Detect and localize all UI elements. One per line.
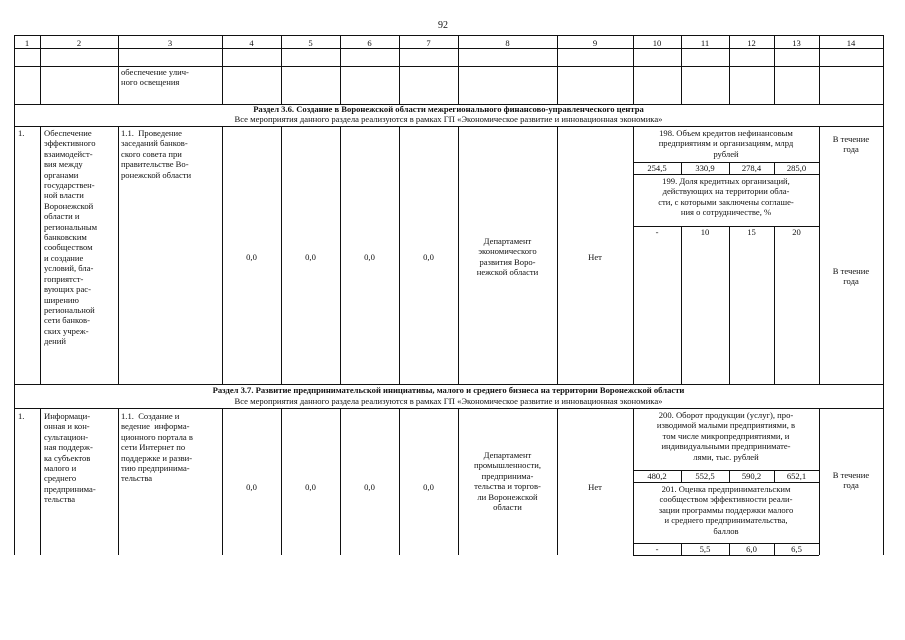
funding-value: 0,0	[364, 482, 375, 492]
row-term: В течение года	[832, 134, 870, 155]
section-subtitle: Все мероприятия данного раздела реализуются в рамках ГП «Экономическое развитие и инновационная экономика»	[234, 396, 663, 406]
section-title: Раздел 3.7. Развитие предпринимательской инициативы, малого и среднего бизнеса на территории Воронежской области	[212, 385, 685, 395]
page-number: 92	[438, 20, 448, 31]
col-header: 3	[167, 38, 173, 48]
col-header: 11	[700, 38, 710, 48]
col-header: 8	[505, 38, 510, 48]
row-measure: 1.1. Проведение заседаний банков- ского совета при правительстве Во- ронежской области	[121, 128, 192, 180]
indicator-value: 552,5	[695, 471, 715, 481]
indicator-value: 254,5	[647, 163, 667, 173]
indicator-201-title: 201. Оценка предпринимательским сообществом эффективности реали- зации программы поддержки малого и среднего предпринимательства, баллов	[658, 484, 794, 536]
indicator-value: 6,0	[746, 544, 757, 554]
indicator-value: 10	[700, 227, 710, 237]
col-header: 2	[76, 38, 82, 48]
col-header: 7	[426, 38, 431, 48]
row-term: В течение года	[832, 266, 870, 287]
indicator-value: 652,1	[786, 471, 807, 481]
row-term: В течение года	[832, 470, 870, 491]
funding-value: 0,0	[246, 482, 257, 492]
row-goal: Информаци- онная и кон- сультацион- ная поддерж- ка субъектов малого и среднего предпринима- тельства	[44, 411, 96, 505]
indicator-value: 285,0	[786, 163, 807, 173]
indicator-value: 20	[792, 227, 801, 237]
indicator-value: 278,4	[741, 163, 762, 173]
funding-value: 0,0	[423, 252, 434, 262]
col-header: 12	[747, 38, 756, 48]
row-col9: Нет	[588, 252, 602, 262]
col-header: 5	[308, 38, 313, 48]
row-number: 1.	[18, 411, 25, 421]
indicator-value: -	[655, 544, 659, 554]
col-header: 13	[792, 38, 801, 48]
indicator-value: 5,5	[699, 544, 711, 554]
indicator-198-title: 198. Объем кредитов нефинансовым предприятиям и организациям, млрд рублей	[658, 128, 794, 159]
row-goal: Обеспечение эффективного взаимодейст- вия между органами государствен- ной власти Воронежской области и региональным банковским сообществом и создание условий, бла- гоприятст- вующих рас- ширению региональной сети банков- ских учреж- дений	[44, 128, 98, 347]
funding-value: 0,0	[246, 252, 257, 262]
funding-value: 0,0	[305, 252, 316, 262]
section-title: Раздел 3.6. Создание в Воронежской области межрегионального финансово-управленческого центра	[253, 104, 644, 114]
indicator-value: 590,2	[741, 471, 762, 481]
row-number: 1.	[18, 128, 25, 138]
funding-value: 0,0	[364, 252, 375, 262]
col-header: 10	[652, 38, 662, 48]
row-measure: 1.1. Создание и ведение информа- ционного портала в сети Интернет по поддержке и разви- тию предпринима- тельства	[121, 411, 193, 484]
carry-over-measure-text: обеспечение улич- ного освещения	[121, 67, 189, 88]
row-col9: Нет	[588, 482, 602, 492]
indicator-value: 330,9	[695, 163, 715, 173]
col-header: 9	[592, 38, 598, 48]
indicator-199-title: 199. Доля кредитных организаций, действующих на территории обла- сти, с которыми заключены соглаше- ния о сотрудничестве, %	[658, 176, 794, 218]
indicator-value: 6,5	[791, 544, 802, 554]
funding-value: 0,0	[423, 482, 434, 492]
indicator-value: -	[655, 227, 659, 237]
col-header: 4	[249, 38, 254, 48]
col-header: 14	[846, 38, 856, 48]
col-header: 6	[367, 38, 372, 48]
section-subtitle: Все мероприятия данного раздела реализуются в рамках ГП «Экономическое развитие и инновационная экономика»	[234, 114, 663, 124]
row-executor: Департамент промышленности, предпринима- тельства и торгов- ли Воронежской области	[474, 450, 541, 513]
row-executor: Департамент экономического развития Воро- нежской области	[476, 236, 539, 278]
indicator-value: 480,2	[647, 471, 667, 481]
indicator-200-title: 200. Оборот продукции (услуг), про- изводимой малыми предприятиями, в том числе микропредприятиями, и индивидуальными предпринимате- лями, тыс. рублей	[656, 410, 796, 462]
col-header: 1	[24, 38, 30, 48]
funding-value: 0,0	[305, 482, 316, 492]
indicator-value: 15	[747, 227, 756, 237]
